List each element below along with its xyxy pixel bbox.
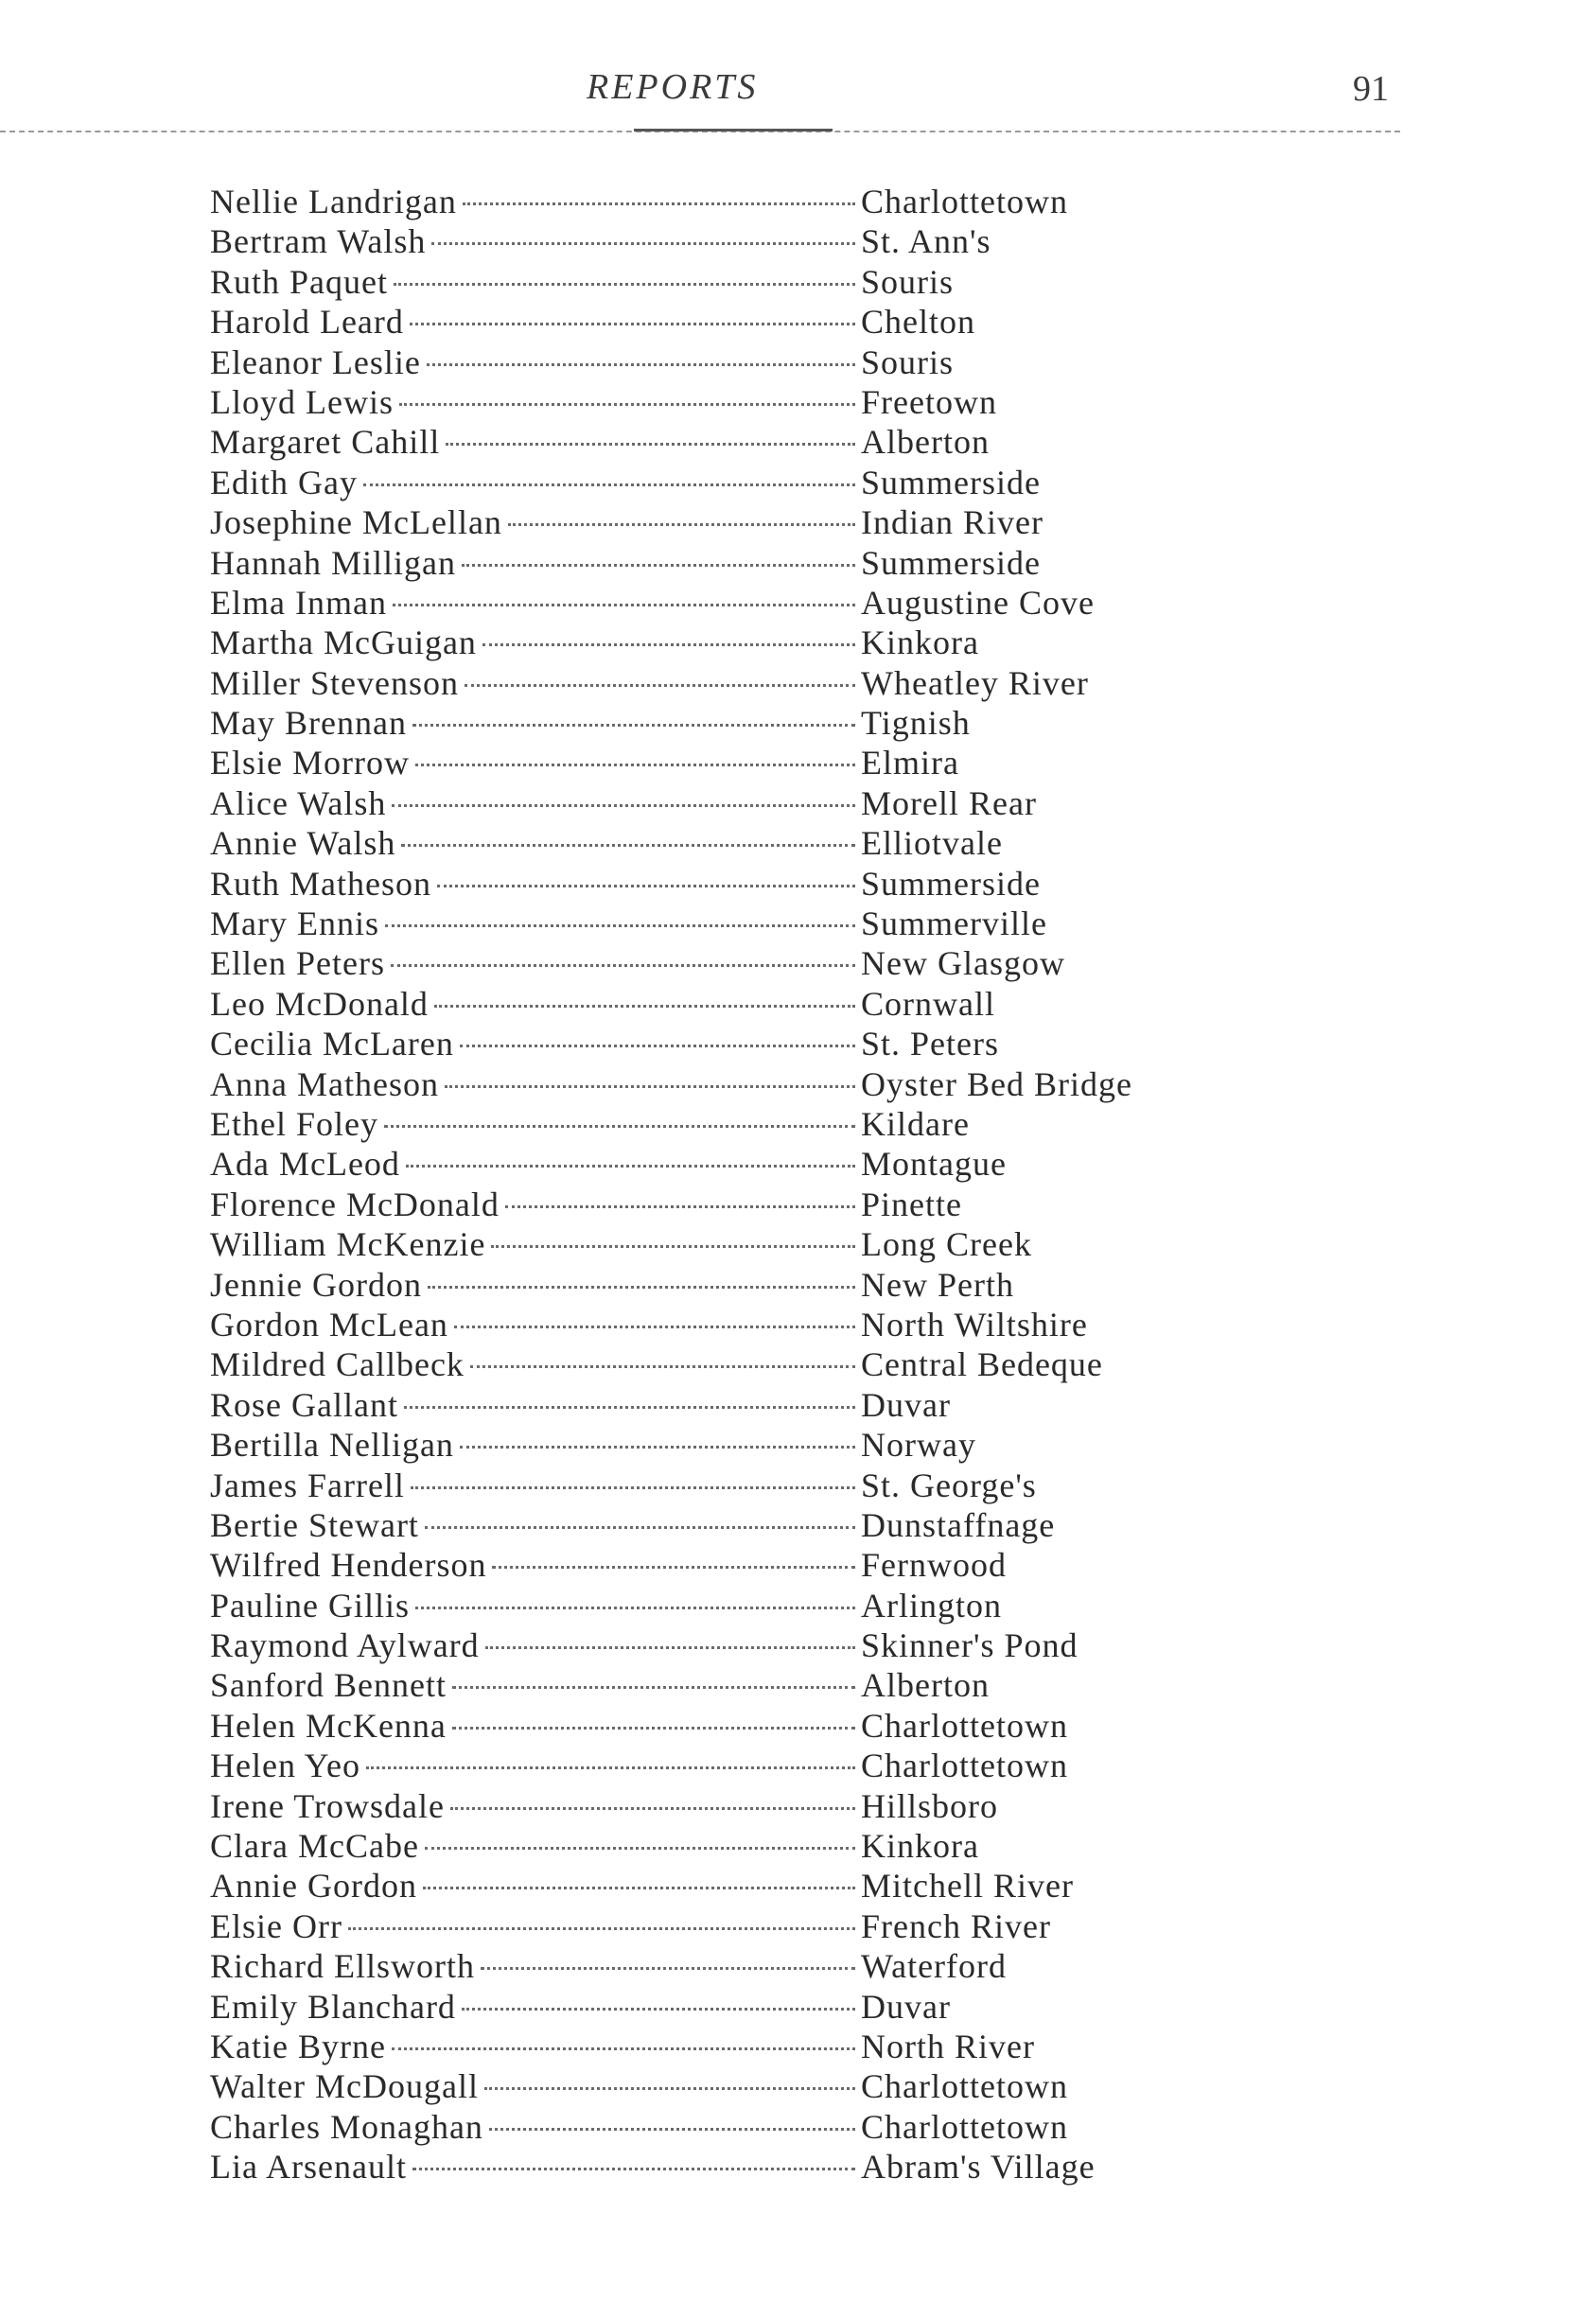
list-item bbox=[210, 1505, 1194, 1545]
place-name: North River bbox=[861, 2027, 1035, 2065]
place-name: Skinner's Pond bbox=[861, 1626, 1079, 1665]
dot-leader bbox=[452, 1686, 855, 1689]
person-name: Margaret Cahill bbox=[210, 423, 441, 462]
list-item bbox=[210, 703, 1194, 743]
list-item bbox=[210, 1425, 1194, 1465]
person-name: Walter McDougall bbox=[210, 2067, 480, 2106]
person-name: Jennie Gordon bbox=[210, 1265, 422, 1304]
place-name: New Glasgow bbox=[861, 944, 1065, 983]
dot-leader bbox=[465, 684, 855, 687]
person-name: Ethel Foley bbox=[210, 1104, 378, 1143]
dot-leader bbox=[363, 483, 855, 486]
person-name: Clara McCabe bbox=[210, 1827, 419, 1866]
place-name: Souris bbox=[861, 343, 955, 381]
place-name: Freetown bbox=[861, 382, 997, 421]
dot-leader bbox=[394, 283, 855, 286]
list-item bbox=[210, 1265, 1194, 1305]
list-item bbox=[210, 1586, 1194, 1625]
person-name: Ruth Matheson bbox=[210, 864, 431, 903]
person-name: Elsie Orr bbox=[210, 1906, 342, 1945]
person-name: Rose Gallant bbox=[210, 1385, 398, 1424]
person-name: Edith Gay bbox=[210, 463, 358, 501]
person-name: Anna Matheson bbox=[210, 1064, 439, 1103]
place-name: Charlottetown bbox=[861, 1706, 1068, 1745]
list-item bbox=[210, 1545, 1194, 1585]
place-name: Souris bbox=[861, 262, 955, 301]
dot-leader bbox=[437, 885, 855, 887]
header-rule-accent bbox=[634, 129, 833, 132]
dot-leader bbox=[425, 1847, 855, 1850]
list-item bbox=[210, 221, 1194, 261]
person-name: Martha McGuigan bbox=[210, 624, 477, 662]
dot-leader bbox=[399, 403, 855, 406]
dot-leader bbox=[462, 2008, 855, 2011]
dot-leader bbox=[412, 2168, 855, 2170]
place-name: Summerside bbox=[861, 864, 1041, 903]
list-item bbox=[210, 1786, 1194, 1826]
list-item bbox=[210, 1866, 1194, 1906]
dot-leader bbox=[482, 643, 855, 646]
person-name: Bertilla Nelligan bbox=[210, 1426, 454, 1465]
place-name: Charlottetown bbox=[861, 183, 1068, 220]
list-item bbox=[210, 543, 1194, 583]
place-name: New Perth bbox=[861, 1265, 1014, 1304]
dot-leader bbox=[415, 1607, 855, 1609]
person-name: Mildred Callbeck bbox=[210, 1345, 465, 1384]
place-name: Summerside bbox=[861, 463, 1041, 501]
person-name: Hannah Milligan bbox=[210, 543, 456, 582]
place-name: Waterford bbox=[861, 1947, 1008, 1986]
dot-leader bbox=[425, 1526, 855, 1529]
list-item bbox=[210, 943, 1194, 983]
list-item bbox=[210, 583, 1194, 623]
place-name: North Wiltshire bbox=[861, 1305, 1088, 1344]
list-item bbox=[210, 1946, 1194, 1986]
list-item bbox=[210, 302, 1194, 342]
dot-leader bbox=[393, 604, 855, 606]
person-name: Ada McLeod bbox=[210, 1145, 400, 1184]
list-item bbox=[210, 1144, 1194, 1184]
person-name: Sanford Bennett bbox=[210, 1666, 447, 1705]
dot-leader bbox=[406, 1165, 855, 1168]
list-item bbox=[210, 1344, 1194, 1384]
name-place-list bbox=[210, 182, 1194, 2187]
place-name: Chelton bbox=[861, 303, 975, 342]
place-name: Hillsboro bbox=[861, 1786, 999, 1825]
person-name: Miller Stevenson bbox=[210, 663, 459, 702]
list-item bbox=[210, 984, 1194, 1024]
place-name: Duvar bbox=[861, 1385, 951, 1424]
place-name: St. Peters bbox=[861, 1025, 1000, 1063]
place-name: Charlottetown bbox=[861, 2067, 1068, 2106]
list-item bbox=[210, 663, 1194, 703]
person-name: Lia Arsenault bbox=[210, 2148, 407, 2187]
person-name: Leo McDonald bbox=[210, 984, 429, 1023]
list-item bbox=[210, 1305, 1194, 1344]
person-name: James Farrell bbox=[210, 1466, 405, 1504]
place-name: French River bbox=[861, 1906, 1051, 1945]
dot-leader bbox=[392, 2047, 855, 2050]
dot-leader bbox=[410, 323, 855, 325]
dot-leader bbox=[492, 1566, 855, 1569]
person-name: Elma Inman bbox=[210, 583, 387, 622]
dot-leader bbox=[404, 1406, 855, 1409]
place-name: Pinette bbox=[861, 1185, 962, 1223]
person-name: Helen McKenna bbox=[210, 1706, 447, 1745]
person-name: Annie Walsh bbox=[210, 824, 396, 863]
dot-leader bbox=[485, 1646, 855, 1649]
dot-leader bbox=[491, 1245, 855, 1248]
list-item bbox=[210, 1466, 1194, 1505]
list-item bbox=[210, 343, 1194, 382]
person-name: Katie Byrne bbox=[210, 2027, 386, 2065]
person-name: Josephine McLellan bbox=[210, 503, 502, 542]
place-name: Arlington bbox=[861, 1586, 1002, 1625]
dot-leader bbox=[392, 804, 855, 807]
person-name: Wilfred Henderson bbox=[210, 1546, 487, 1585]
list-item bbox=[210, 1826, 1194, 1866]
dot-leader bbox=[384, 1125, 855, 1128]
list-item bbox=[210, 1987, 1194, 2027]
dot-leader bbox=[434, 1005, 855, 1008]
place-name: Morell Rear bbox=[861, 783, 1037, 822]
place-name: Kildare bbox=[861, 1104, 970, 1143]
place-name: Alberton bbox=[861, 1666, 990, 1705]
place-name: Duvar bbox=[861, 1987, 951, 2026]
place-name: Summerville bbox=[861, 905, 1047, 943]
place-name: St. Ann's bbox=[861, 222, 991, 261]
person-name: May Brennan bbox=[210, 704, 407, 743]
dot-leader bbox=[463, 202, 855, 205]
list-item bbox=[210, 182, 1194, 221]
list-item bbox=[210, 1665, 1194, 1705]
dot-leader bbox=[366, 1766, 855, 1769]
place-name: Montague bbox=[861, 1145, 1007, 1184]
list-item bbox=[210, 1385, 1194, 1425]
dot-leader bbox=[415, 764, 855, 766]
dot-leader bbox=[348, 1927, 855, 1930]
dot-leader bbox=[385, 924, 855, 927]
person-name: Raymond Aylward bbox=[210, 1626, 480, 1665]
dot-leader bbox=[462, 564, 855, 567]
person-name: Ellen Peters bbox=[210, 944, 385, 983]
place-name: Elmira bbox=[861, 744, 959, 782]
list-item bbox=[210, 623, 1194, 662]
dot-leader bbox=[460, 1045, 855, 1047]
place-name: Alberton bbox=[861, 423, 990, 462]
person-name: Ruth Paquet bbox=[210, 262, 388, 301]
list-item bbox=[210, 1906, 1194, 1946]
dot-leader bbox=[489, 2128, 855, 2131]
list-item bbox=[210, 2066, 1194, 2106]
list-item bbox=[210, 823, 1194, 863]
person-name: Annie Gordon bbox=[210, 1867, 417, 1906]
person-name: Charles Monaghan bbox=[210, 2107, 483, 2146]
list-item bbox=[210, 864, 1194, 904]
place-name: Long Creek bbox=[861, 1225, 1032, 1264]
dot-leader bbox=[445, 1085, 855, 1088]
dot-leader bbox=[428, 1286, 855, 1289]
person-name: Eleanor Leslie bbox=[210, 343, 421, 381]
dot-leader bbox=[454, 1326, 855, 1328]
dot-leader bbox=[460, 1446, 855, 1449]
person-name: Bertram Walsh bbox=[210, 222, 427, 261]
person-name: Harold Leard bbox=[210, 303, 404, 342]
place-name: Summerside bbox=[861, 543, 1041, 582]
list-item bbox=[210, 1746, 1194, 1785]
place-name: Abram's Village bbox=[861, 2148, 1096, 2187]
person-name: Gordon McLean bbox=[210, 1305, 448, 1344]
dot-leader bbox=[452, 1727, 855, 1730]
person-name: Alice Walsh bbox=[210, 783, 387, 822]
dot-leader bbox=[470, 1365, 855, 1368]
list-item bbox=[210, 1185, 1194, 1224]
place-name: Norway bbox=[861, 1426, 976, 1465]
list-item bbox=[210, 904, 1194, 943]
running-head bbox=[0, 66, 1596, 123]
page-number: 91 bbox=[1353, 69, 1389, 109]
list-item bbox=[210, 1706, 1194, 1746]
list-item bbox=[210, 1024, 1194, 1063]
person-name: William McKenzie bbox=[210, 1225, 486, 1264]
place-name: Cornwall bbox=[861, 984, 995, 1023]
place-name: Elliotvale bbox=[861, 824, 1003, 863]
list-item bbox=[210, 2027, 1194, 2066]
person-name: Pauline Gillis bbox=[210, 1586, 410, 1625]
running-title: REPORTS bbox=[587, 67, 759, 107]
dot-leader bbox=[423, 1887, 855, 1889]
person-name: Irene Trowsdale bbox=[210, 1786, 445, 1825]
person-name: Mary Ennis bbox=[210, 905, 379, 943]
list-item bbox=[210, 422, 1194, 462]
person-name: Nellie Landrigan bbox=[210, 183, 457, 220]
place-name: Fernwood bbox=[861, 1546, 1007, 1585]
place-name: Kinkora bbox=[861, 1827, 979, 1866]
place-name: Central Bedeque bbox=[861, 1345, 1103, 1384]
dot-leader bbox=[411, 1486, 855, 1489]
person-name: Elsie Morrow bbox=[210, 744, 410, 782]
list-item bbox=[210, 382, 1194, 422]
place-name: Charlottetown bbox=[861, 2107, 1068, 2146]
person-name: Helen Yeo bbox=[210, 1747, 360, 1785]
place-name: Tignish bbox=[861, 704, 971, 743]
dot-leader bbox=[431, 242, 855, 245]
person-name: Richard Ellsworth bbox=[210, 1947, 475, 1986]
dot-leader bbox=[450, 1807, 855, 1810]
dot-leader bbox=[505, 1205, 855, 1208]
dot-leader bbox=[427, 363, 855, 366]
place-name: Wheatley River bbox=[861, 663, 1089, 702]
place-name: Indian River bbox=[861, 503, 1044, 542]
dot-leader bbox=[481, 1967, 855, 1970]
place-name: St. George's bbox=[861, 1466, 1037, 1504]
place-name: Mitchell River bbox=[861, 1867, 1074, 1906]
place-name: Dunstaffnage bbox=[861, 1505, 1056, 1544]
person-name: Emily Blanchard bbox=[210, 1987, 456, 2026]
list-item bbox=[210, 783, 1194, 823]
place-name: Oyster Bed Bridge bbox=[861, 1064, 1132, 1103]
list-item bbox=[210, 743, 1194, 782]
person-name: Florence McDonald bbox=[210, 1185, 500, 1223]
list-item bbox=[210, 2147, 1194, 2187]
place-name: Kinkora bbox=[861, 624, 979, 662]
list-item bbox=[210, 1064, 1194, 1104]
dot-leader bbox=[412, 724, 855, 727]
dot-leader bbox=[401, 844, 855, 847]
person-name: Lloyd Lewis bbox=[210, 382, 394, 421]
dot-leader bbox=[446, 443, 855, 446]
list-item bbox=[210, 1104, 1194, 1144]
list-item bbox=[210, 502, 1194, 542]
dot-leader bbox=[484, 2087, 855, 2090]
list-item bbox=[210, 1625, 1194, 1665]
list-item bbox=[210, 463, 1194, 502]
person-name: Bertie Stewart bbox=[210, 1505, 419, 1544]
list-item bbox=[210, 2107, 1194, 2147]
list-item bbox=[210, 262, 1194, 302]
list-item bbox=[210, 1224, 1194, 1264]
place-name: Charlottetown bbox=[861, 1747, 1068, 1785]
dot-leader bbox=[391, 964, 855, 967]
place-name: Augustine Cove bbox=[861, 583, 1095, 622]
person-name: Cecilia McLaren bbox=[210, 1025, 454, 1063]
dot-leader bbox=[508, 523, 855, 526]
